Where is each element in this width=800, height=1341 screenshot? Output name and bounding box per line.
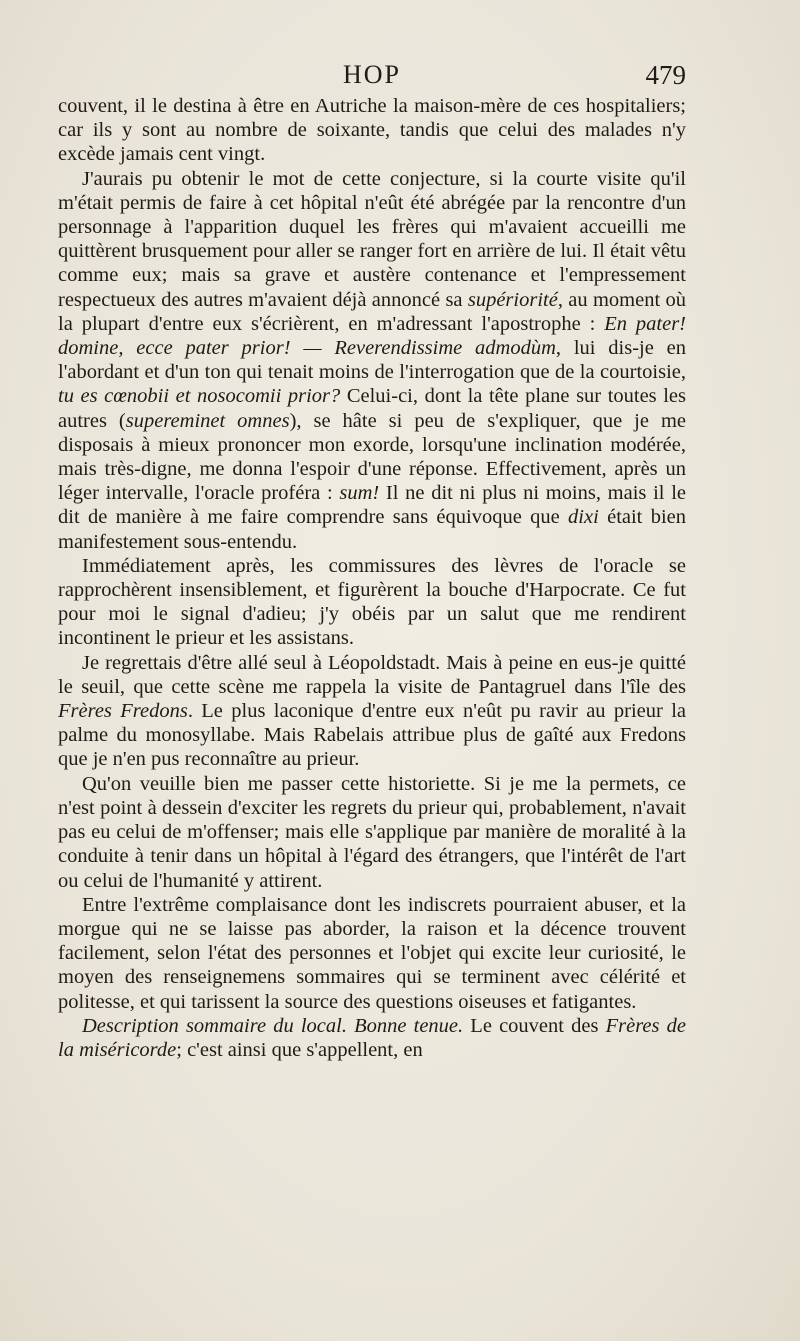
paragraph-p2 — [58, 167, 686, 554]
text-run: Je regrettais d'être allé seul à Léopoldstadt. Mais à peine en eus-je quitté le seuil, que cette scène me rappela la visite de Pantagruel dans l'île des — [58, 651, 686, 698]
page-header — [58, 60, 686, 94]
paragraph-p4 — [58, 651, 686, 772]
paragraph-p5 — [58, 772, 686, 893]
italic-run: Frères Fredons — [58, 700, 188, 723]
text-run: . Le plus laconique d'entre eux n'eût pu ravir au prieur la palme du monosyllabe. Mais Rabelais attribue plus de gaîté aux Fredons que je n'en pus reconnaître au prieur. — [58, 700, 686, 771]
italic-run: Description sommaire du local. Bonne tenue. — [82, 1014, 464, 1037]
text-run: ; c'est ainsi que s'appellent, en — [176, 1038, 423, 1061]
text-run: Celui-ci, dont la tête plane sur toutes les autres ( — [58, 385, 686, 432]
text-run: J'aurais pu obtenir le mot de cette conjecture, si la courte visite qu'il m'était permis de faire à cet hôpital n'eût été abrégée par la rencontre d'un personnage à l'apparition duquel les frères qui m'avaient accueilli me quittèrent brusquement pour aller se ranger fort en arrière de lui. Il était vêtu comme eux; mais sa grave et austère contenance et l'empressement respectueux des autres m'avaient déjà annoncé sa — [58, 167, 686, 311]
paragraph-p6 — [58, 893, 686, 1014]
page-number: 479 — [645, 60, 686, 90]
text-run: , au moment où la plupart d'entre eux s'écrièrent, en m'adressant l'apostrophe : — [58, 288, 686, 335]
text-run: Immédiatement après, les commissures des lèvres de l'oracle se rapprochèrent insensiblement, et figurèrent la bouche d'Harpocrate. Ce fut pour moi le signal d'adieu; j'y obéis par un salut que me rendirent incontinent le prieur et les assistans. — [58, 554, 686, 650]
italic-run: En pater! domine, ecce pater prior! — Reverendissime admodùm — [58, 312, 687, 360]
text-run: Le couvent des — [463, 1014, 606, 1037]
paragraph-p1 — [58, 94, 686, 167]
italic-run: supériorité — [467, 288, 558, 311]
running-head: HOP — [342, 60, 401, 89]
text-run: couvent, il le destina à être en Autriche la maison-mère de ces hospitaliers; car ils y sont au nombre de soixante, tandis que celui des malades n'y excède jamais cent vingt. — [58, 95, 686, 166]
paragraph-p7 — [58, 1014, 686, 1062]
text-run: était bien manifestement sous-entendu. — [58, 506, 686, 553]
text-run: Entre l'extrême complaisance dont les indiscrets pourraient abuser, et la morgue qui ne se laisse pas aborder, la raison et la décence trouvent facilement, selon l'état des personnes et l'objet qui excite leur curiosité, le moyen des renseignemens sommaires qui se terminent avec célérité et politesse, et qui tarissent la source des questions oiseuses et fatigantes. — [58, 893, 686, 1013]
paragraph-p3 — [58, 554, 686, 651]
text-run: ), se hâte si peu de s'expliquer, que je me disposais à mieux prononcer mon exorde, lorsqu'une inclination modérée, mais très-digne, me donna l'espoir d'une réponse. Effectivement, après un léger intervalle, l'oracle proféra : — [58, 409, 686, 505]
italic-run: sum! — [339, 482, 380, 505]
text-run: , lui dis-je en l'abordant et d'un ton qui tenait moins de l'interrogation que de la courtoisie, — [58, 337, 686, 384]
italic-run: tu es cœnobii et nosocomii prior? — [58, 385, 341, 408]
italic-run: supereminet omnes — [125, 409, 290, 432]
italic-run: Frères de la miséricorde — [58, 1014, 687, 1061]
text-run: Qu'on veuille bien me passer cette historiette. Si je me la permets, ce n'est point à dessein d'exciter les regrets du prieur qui, probablement, n'avait pas eu celui de m'offenser; mais elle s'applique par manière de moralité à la conduite à tenir dans un hôpital à l'égard des étrangers, que l'intérêt de l'art ou celui de l'humanité y attirent. — [58, 772, 686, 892]
body-text — [58, 94, 686, 1062]
italic-run: dixi — [568, 506, 599, 529]
text-run: Il ne dit ni plus ni moins, mais il le dit de manière à me faire comprendre sans équivoque que — [58, 482, 686, 529]
